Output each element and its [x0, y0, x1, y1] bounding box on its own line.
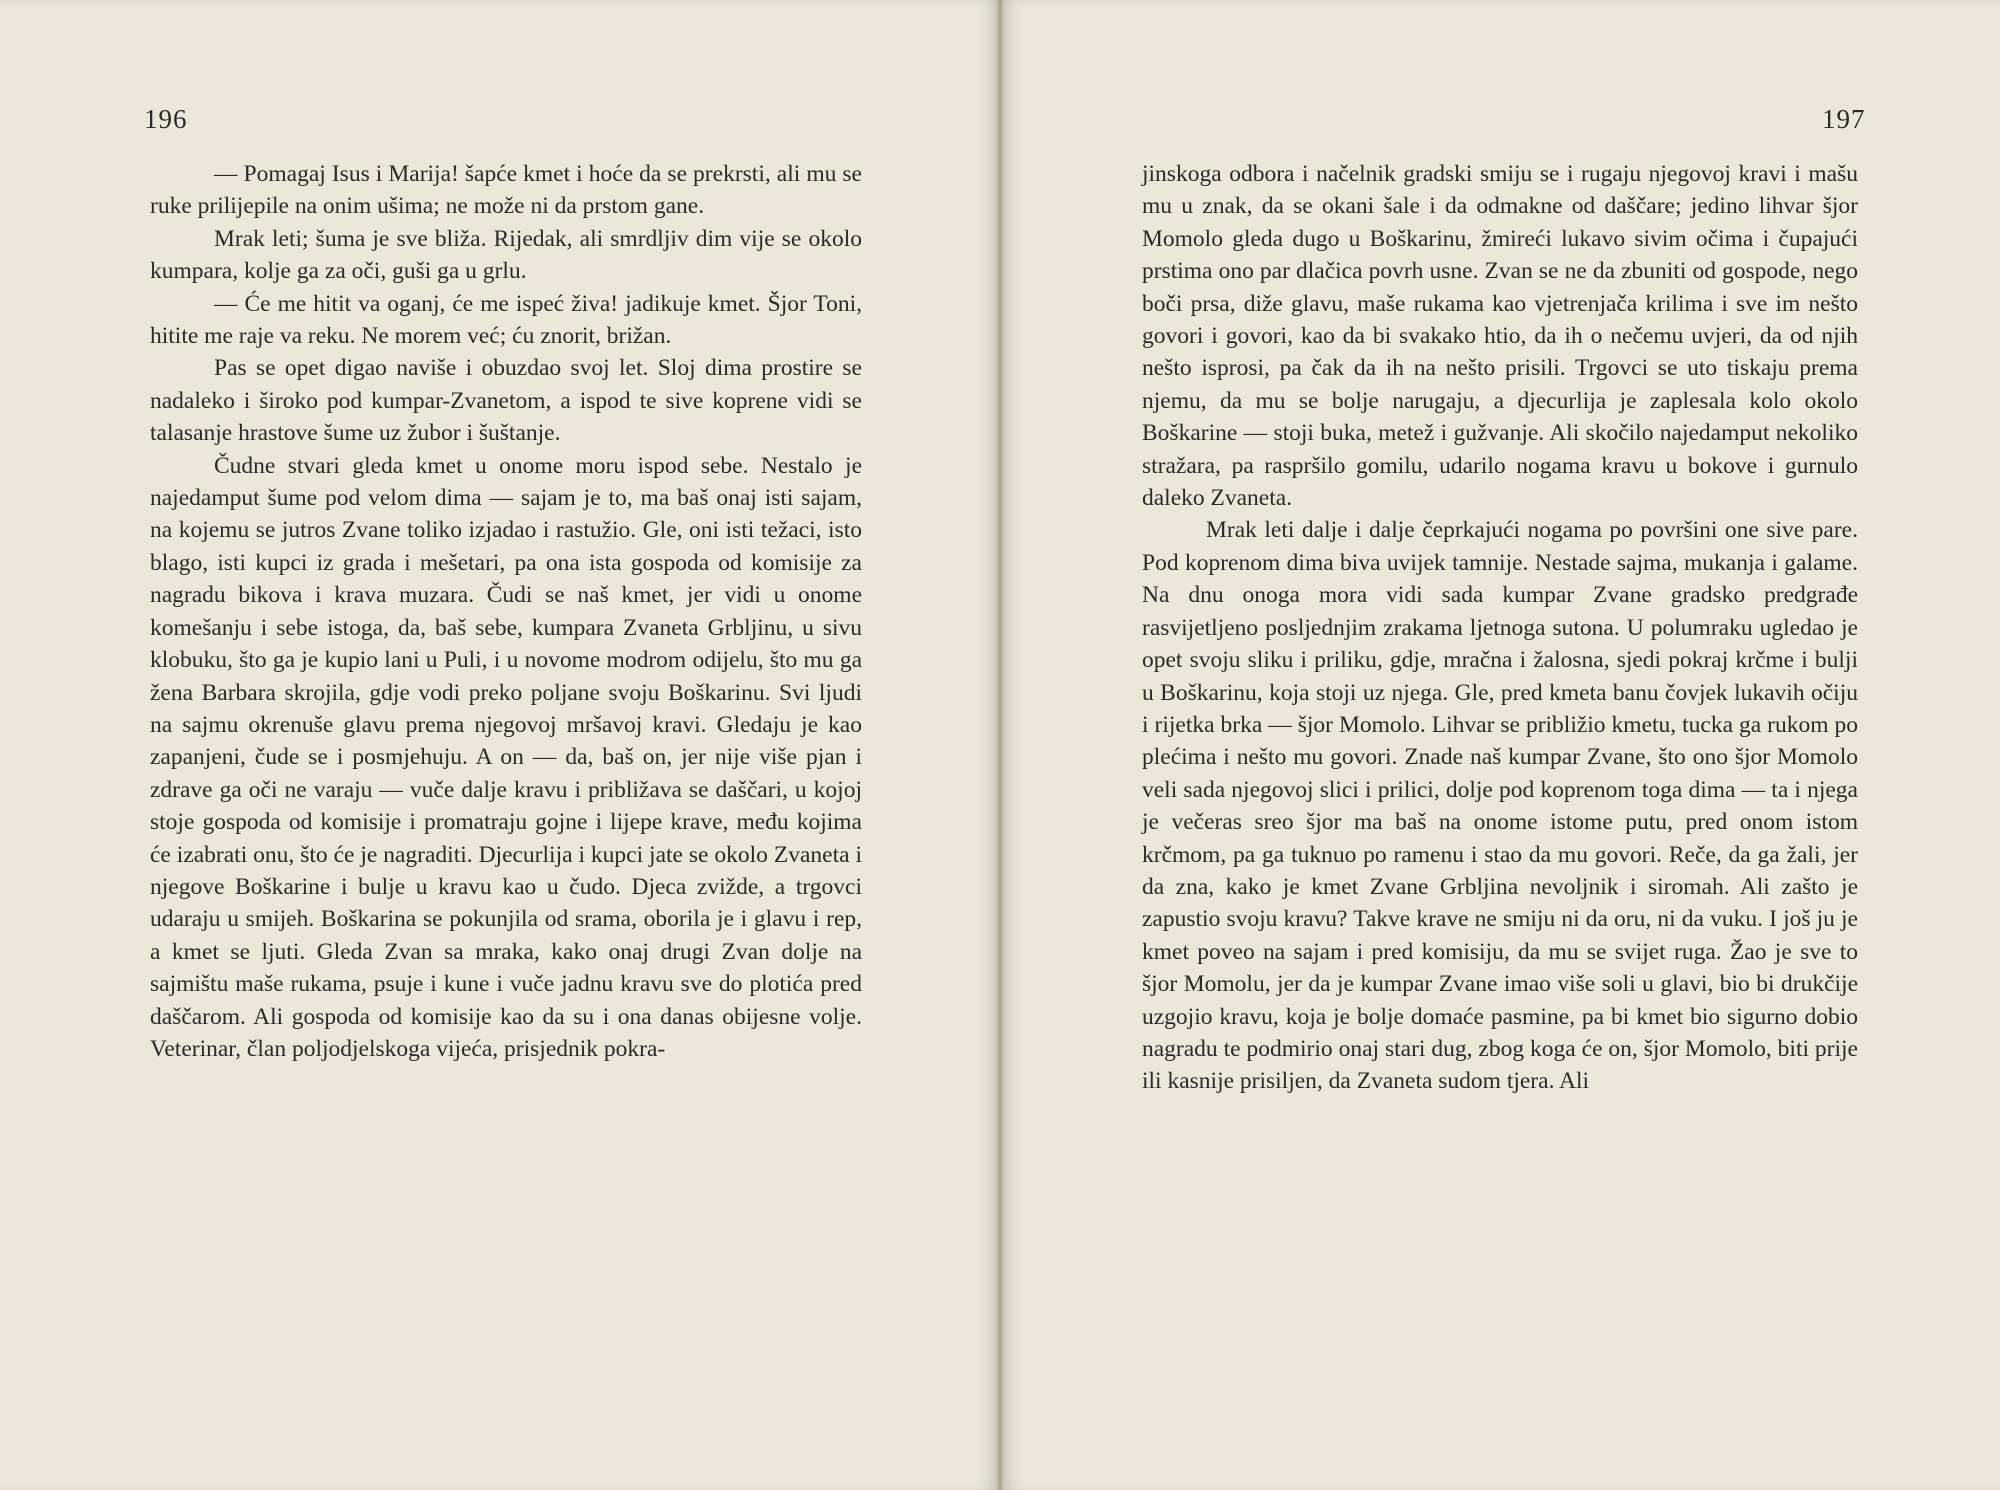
- paragraph: jinskoga odbora i načelnik gradski smiju se i rugaju njegovoj kravi i mašu mu u znak, da se okani šale i da odmakne od daščare; jedino lihvar šjor Momolo gleda dugo u Boškarinu, žmireći lukavo sivim očima i čupajući prstima ono par dlačica povrh usne. Zvan se ne da zbuniti od gospode, nego boči prsa, diže glavu, maše rukama kao vjetrenjača krilima i sve im nešto govori i govori, kao da bi svakako htio, da ih o nečemu uvjeri, da od njih nešto isprosi, pa čak da ih na nešto prisili. Trgovci se uto tiskaju prema njemu, da mu se bolje narugaju, a djecurlija je zaplesala kolo okolo Boškarine — stoji buka, metež i gužvanje. Ali skočilo najedamput nekoliko stražara, pa raspršilo gomilu, udarilo nogama kravu u bokove i gurnulo daleko Zvaneta.: [1142, 161, 1858, 512]
- page-body: [150, 158, 862, 1065]
- page-body: [1142, 158, 1858, 1098]
- paragraph: Mrak leti; šuma je sve bliža. Rijedak, ali smrdljiv dim vije se okolo kumpara, kolje ga za oči, guši ga u grlu.: [150, 225, 862, 285]
- right-page: [1000, 0, 2000, 1490]
- page-number: 196: [144, 104, 188, 134]
- page-number: 197: [1822, 104, 1866, 134]
- book-gutter: [996, 0, 1004, 1490]
- paragraph: Čudne stvari gleda kmet u onome moru ispod sebe. Nestalo je najedamput šume pod velom dima — sajam je to, ma baš onaj isti sajam, na kojemu se jutros Zvane toliko izjadao i rastužio. Gle, oni isti težaci, isto blago, isti kupci iz grada i mešetari, pa ona ista gospoda od komisije za nagradu bikova i krava muzara. Čudi se naš kmet, jer vidi u onome komešanju i sebe istoga, da, baš sebe, kumpara Zvaneta Grbljinu, u sivu klobuku, što ga je kupio lani u Puli, i u novome modrom odijelu, što mu ga žena Barbara skrojila, gdje vodi preko poljane svoju Boškarinu. Svi ljudi na sajmu okrenuše glavu prema njegovoj mršavoj kravi. Gledaju je kao zapanjeni, čude se i posmjehuju. A on — da, baš on, jer nije više pjan i zdrave ga oči ne varaju — vuče dalje kravu i približava se daščari, u kojoj stoje gospoda od komisije i promatraju gojne i lijepe krave, među kojima će izabrati onu, što će je nagraditi. Djecurlija i kupci jate se okolo Zvaneta i njegove Boškarine i bulje u kravu kao u čudo. Djeca zviždе, a trgovci udaraju u smijeh. Boškarina se pokunjila od srama, oborila je i glavu i rep, a kmet se ljuti. Gleda Zvan sa mraka, kako onaj drugi Zvan dolje na sajmištu maše rukama, psuje i kune i vuče jadnu kravu sve do plotića pred daščarom. Ali gospoda od komisije kao da su i ona danas obijesne volje. Veterinar, član poljodjelskoga vijeća, prisjednik pokra-: [150, 452, 862, 1062]
- paragraph: Mrak leti dalje i dalje čeprkajući nogama po površini one sive pare. Pod koprenom dima biva uvijek tamnije. Nestade sajma, mukanja i galame. Na dnu onoga mora vidi sada kumpar Zvane gradsko predgrađe rasvijetljeno posljednjim zrakama ljetnoga sutona. U polumraku ugledao je opet svoju sliku i priliku, gdje, mračna i žalosna, sjedi pokraj krčme i bulji u Boškarinu, koja stoji uz njega. Gle, pred kmeta banu čovjek lukavih očiju i rijetka brka — šjor Momolo. Lihvar se približio kmetu, tucka ga rukom po plećima i nešto mu govori. Znade naš kumpar Zvane, što ono šjor Momolo veli sada njegovoj slici i prilici, dolje pod koprenom toga dima — ta i njega je večeras sreo šjor ma baš na onome istome putu, pred onom istom krčmom, pa ga tuknuo po ramenu i stao da mu govori. Reče, da ga žali, jer da zna, kako je kmet Zvane Grbljina nevoljnik i siromah. Ali zašto je zapustio svoju kravu? Takve krave ne smiju ni da oru, ni da vuku. I još ju je kmet poveo na sajam i pred komisiju, da mu se svijet ruga. Žao je sve to šjor Momolu, jer da je kumpar Zvane imao više soli u glavi, bio bi drukčije uzgojio kravu, koja je bolje domaće pasmine, pa bi kmet bio sigurno dobio nagradu te podmirio onaj stari dug, zbog koga će on, šjor Momolo, biti prije ili kasnije prisiljen, da Zvaneta sudom tjera. Ali: [1142, 517, 1858, 1095]
- paragraph: — Će me hitit va oganj, će me ispeć živa! jadikuje kmet. Šjor Toni, hitite me raje va reku. Ne morem već; ću znorit, brižan.: [150, 290, 862, 350]
- paragraph: — Pomagaj Isus i Marija! šapće kmet i hoće da se prekrsti, ali mu se ruke prilijepile na onim ušima; ne može ni da prstom gane.: [150, 161, 862, 220]
- paragraph: Pas se opet digao naviše i obuzdao svoj let. Sloj dima prostire se nadaleko i široko pod kumpar-Zvanetom, a ispod te sive koprene vidi se talasanje hrastove šume uz žubor i šuštanje.: [150, 355, 862, 447]
